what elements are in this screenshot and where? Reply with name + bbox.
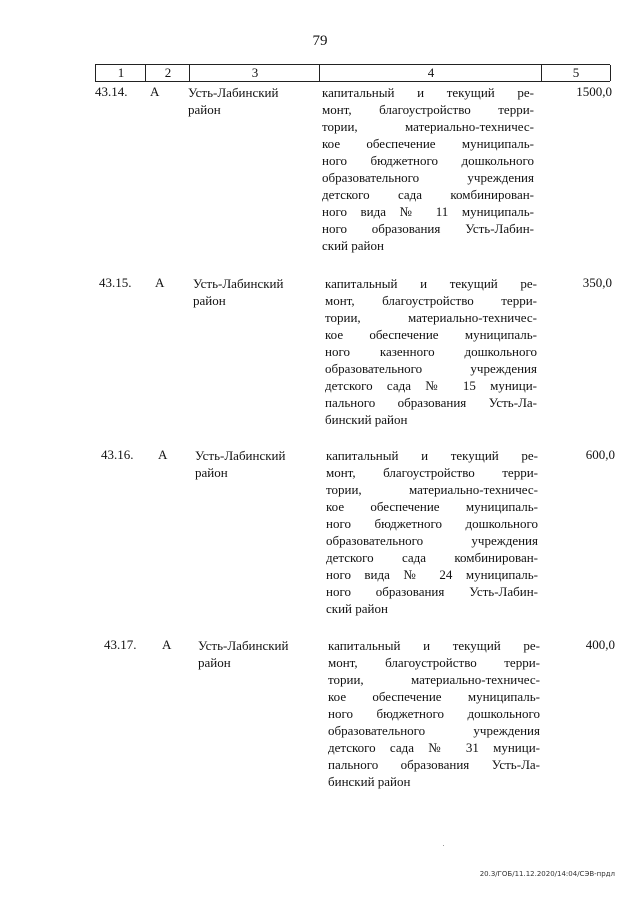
description-line: капитальный и текущий ре-: [325, 276, 537, 291]
description-line: ного вида № 24 муниципаль-: [326, 567, 538, 582]
column-header-1: 1: [95, 65, 146, 81]
column-header-3: 3: [189, 65, 320, 81]
description-line: образовательного учреждения: [325, 361, 537, 376]
description-line: ного бюджетного дошкольного: [326, 516, 538, 531]
row-letter: А: [158, 447, 168, 462]
row-description: [326, 447, 538, 617]
row-number: 43.17.: [104, 637, 137, 652]
table-header: [95, 64, 610, 82]
row-description: [328, 637, 540, 790]
description-line: ного бюджетного дошкольного: [328, 706, 540, 721]
description-line: тории, материально-техничес-: [325, 310, 537, 325]
description-line: ного бюджетного дошкольного: [322, 153, 534, 168]
row-amount: 1500,0: [576, 84, 612, 99]
row-number: 43.14.: [95, 84, 128, 99]
description-line: ного образования Усть-Лабин-: [326, 584, 538, 599]
district-line: район: [198, 655, 231, 670]
column-header-5: 5: [541, 65, 611, 81]
row-amount: 400,0: [585, 637, 615, 652]
row-district: [198, 637, 318, 671]
row-number: 43.15.: [99, 275, 132, 290]
description-line: образовательного учреждения: [322, 170, 534, 185]
row-district: [188, 84, 308, 118]
row-description: [322, 84, 534, 254]
district-line: Усть-Лабинский: [198, 638, 289, 653]
description-line: образовательного учреждения: [328, 723, 540, 738]
description-line: ский район: [322, 238, 384, 253]
description-line: капитальный и текущий ре-: [326, 448, 538, 463]
scan-speck: [443, 845, 444, 846]
district-line: Усть-Лабинский: [195, 448, 286, 463]
district-line: район: [188, 102, 221, 117]
district-line: Усть-Лабинский: [188, 85, 279, 100]
row-number: 43.16.: [101, 447, 134, 462]
description-line: кое обеспечение муниципаль-: [325, 327, 537, 342]
description-line: кое обеспечение муниципаль-: [328, 689, 540, 704]
description-line: детского сада комбинирован-: [322, 187, 534, 202]
district-line: район: [193, 293, 226, 308]
page-number: 79: [312, 33, 328, 49]
description-line: монт, благоустройство терри-: [326, 465, 538, 480]
description-line: монт, благоустройство терри-: [325, 293, 537, 308]
description-line: монт, благоустройство терри-: [322, 102, 534, 117]
description-line: пального образования Усть-Ла-: [325, 395, 537, 410]
description-line: образовательного учреждения: [326, 533, 538, 548]
row-letter: А: [150, 84, 160, 99]
district-line: Усть-Лабинский: [193, 276, 284, 291]
description-line: тории, материально-техничес-: [328, 672, 540, 687]
row-description: [325, 275, 537, 428]
description-line: бинский район: [328, 774, 411, 789]
description-line: кое обеспечение муниципаль-: [322, 136, 534, 151]
description-line: кое обеспечение муниципаль-: [326, 499, 538, 514]
row-amount: 350,0: [582, 275, 612, 290]
description-line: тории, материально-техничес-: [326, 482, 538, 497]
description-line: пального образования Усть-Ла-: [328, 757, 540, 772]
district-line: район: [195, 465, 228, 480]
row-letter: А: [155, 275, 165, 290]
description-line: бинский район: [325, 412, 408, 427]
row-letter: А: [162, 637, 172, 652]
description-line: монт, благоустройство терри-: [328, 655, 540, 670]
description-line: детского сада комбинирован-: [326, 550, 538, 565]
description-line: ного казенного дошкольного: [325, 344, 537, 359]
row-amount: 600,0: [585, 447, 615, 462]
description-line: ного вида № 11 муниципаль-: [322, 204, 534, 219]
description-line: детского сада № 31 муници-: [328, 740, 540, 755]
description-line: ский район: [326, 601, 388, 616]
document-code: 20.3/ГОБ/11.12.2020/14:04/СЭВ-прдл: [479, 870, 615, 878]
column-header-2: 2: [145, 65, 190, 81]
description-line: тории, материально-техничес-: [322, 119, 534, 134]
column-header-4: 4: [319, 65, 542, 81]
row-district: [193, 275, 313, 309]
description-line: капитальный и текущий ре-: [322, 85, 534, 100]
description-line: капитальный и текущий ре-: [328, 638, 540, 653]
description-line: детского сада № 15 муници-: [325, 378, 537, 393]
row-district: [195, 447, 315, 481]
description-line: ного образования Усть-Лабин-: [322, 221, 534, 236]
